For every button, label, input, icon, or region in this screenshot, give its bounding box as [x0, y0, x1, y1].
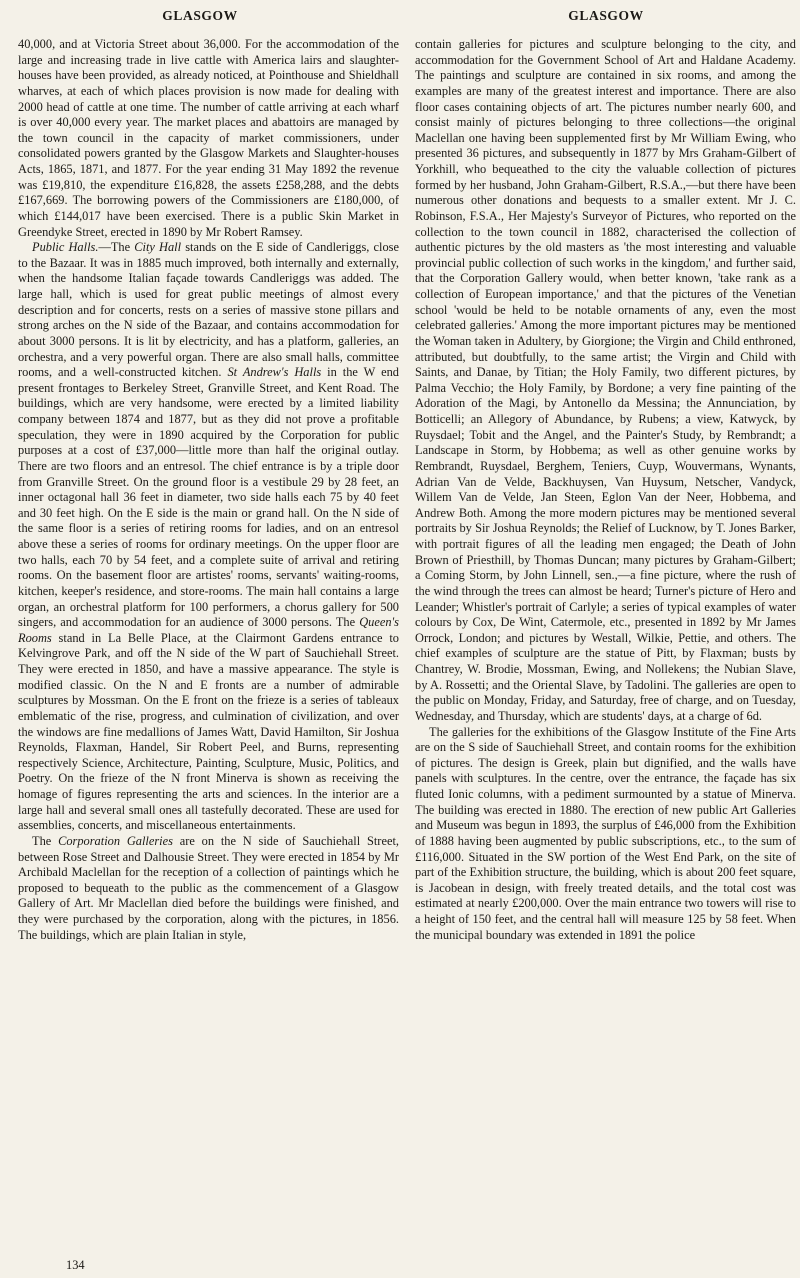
running-head-left: GLASGOW: [162, 8, 238, 23]
text-st-andrews-halls: in the W end present frontages to Berkeley Street, Granville Street, and Kent Road. The buildings, which are very handsome, were erected by a limited liability company between 1874 and 1877, but as they did not prove a profitable speculation, they were in 1890 acquired by the Corporation for public purposes at a cost of £37,000—little more than half the original outlay. There are two floors and an entresol. The chief entrance is by a triple door from Granville Street. On the ground floor is a vestibule 29 by 28 feet, an inner octagonal hall 36 feet in diameter, two side halls each 75 by 40 feet and 30 feet high. On the E side is the main or grand hall. On the N side of the same floor is a series of retiring rooms for ladies, and on an entresol above these a series of rooms for ordinary meetings. On the upper floor are two halls, each 70 by 54 feet, and a complete suite of arrival and retiring rooms. On the basement floor are artistes' rooms, servants' waiting-rooms, kitchen, keeper's residence, and store-rooms. The main hall contains a large organ, an orchestral platform for 100 performers, a chorus gallery for 500 singers, and accommodation for an audience of 3000 persons. The: [18, 365, 399, 630]
text-queens-rooms: stand in La Belle Place, at the Clairmont Gardens entrance to Kelvingrove Park, and off the N side of the W part of Sauchiehall Street. They were erected in 1850, and have a massive appearance. The style is modified classic. On the N and E fronts are a number of admirable sculptures by Mossman. On the E front on the frieze is a series of tableaux emblematic of the rise, progress, and culmination of civilization, and over the windows are fine medallions of James Watt, David Hamilton, Sir Joshua Reynolds, Flaxman, Handel, Sir Robert Peel, and Burns, representing respectively Science, Architecture, Painting, Sculpture, Music, Politics, and Poetry. On the frieze of the N front Minerva is shown as receiving the homage of figures representing the arts and sciences. In the interior are a large hall and several small ones all tastefully decorated. These are used for assemblies, concerts, and miscellaneous entertainments.: [18, 630, 399, 833]
term-city-hall: City Hall: [134, 240, 182, 255]
term-corporation-galleries: Corporation Galleries: [58, 833, 173, 848]
text-lead: The: [32, 833, 59, 848]
running-head-right: GLASGOW: [568, 8, 644, 23]
paragraph-corporation-galleries: [18, 834, 399, 943]
term-st-andrews-halls: St Andrew's Halls: [227, 365, 322, 380]
paragraph-fine-arts-institute: The galleries for the exhibitions of the Glasgow Institute of the Fine Arts are on the S side of Sauchiehall Street, and contain rooms for the exhibition of pictures. The design is Greek, plain but dignified, and the walls have panels with sculptures. In the centre, over the entrance, the façade has six fluted Ionic columns, with a pediment surmounted by a statue of Minerva. The building was erected in 1880. The erection of new public Art Galleries and Museum was begun in 1893, the surplus of £46,000 from the Exhibition of 1888 having been augmented by public subscriptions, etc., to the sum of £116,000. Situated in the SW portion of the West End Park, on the site of part of the Exhibition structure, the building, which is about 200 feet square, is Jacobean in design, with freely treated details, and the total cost was estimated at nearly £200,000. Over the main entrance two towers will rise to a height of 150 feet, and the central hall will measure 125 by 58 feet. When the municipal boundary was extended in 1891 the police: [415, 724, 796, 942]
left-column: [18, 37, 399, 1259]
paragraph-markets-continued: 40,000, and at Victoria Street about 36,000. For the accommodation of the large and increasing trade in live cattle with America lairs and slaughter-houses have been provided, as already noticed, at Pointhouse and Shieldhall wharves, at each of which places provision is now made for dealing with 2000 head of cattle at one time. The number of cattle arriving at each wharf is over 40,000 every year. The market places and abattoirs are managed by the town council in the capacity of market commissioners, under consolidated powers granted by the Glasgow Markets and Slaughter-houses Acts, 1865, 1871, and 1877. For the year ending 31 May 1892 the revenue was £19,810, the expenditure £16,828, the assets £258,288, and the debts £167,669. The borrowing powers of the Commissioners are £180,000, of which £144,017 have been exercised. There is a public Skin Market in Greendyke Street, erected in 1890 by Mr Robert Ramsey.: [18, 37, 399, 239]
paragraph-galleries-continued: contain galleries for pictures and sculpture belonging to the city, and accommodation for the Government School of Art and Haldane Academy. The paintings and sculpture are contained in six rooms, and among the examples are many of the greatest interest and importance. There are also floor cases containing objects of art. The pictures number nearly 600, and consist mainly of pictures belonging to three collections—the original Maclellan one having been supplemented first by Mr William Ewing, who presented 36 pictures, and subsequently in 1877 by Mrs Graham-Gilbert of Yorkhill, who bequeathed to the city the valuable collection of pictures formed by her husband, John Graham-Gilbert, R.S.A.,—but there have been numerous other donations and bequests to a smaller extent. Mr J. C. Robinson, F.S.A., Her Majesty's Surveyor of Pictures, who reported on the collection to the town council in 1882, characterised the collection of authentic pictures by the old masters as 'the most interesting and valuable provincial public collection of such works in the kingdom,' and further said, that the Corporation Gallery would, when better known, 'take rank as a collection of European importance,' and that the pictures of the Venetian school 'would be held to be notable ornaments of any, even the most celebrated galleries.' Among the more important pictures may be mentioned the Woman taken in Adultery, by Giorgione; the Virgin and Child enthroned, attributed, but doubtfully, to the same artist; the Virgin and Child with Saints, and Danae, by Titian; the Holy Family, two different pictures, by Palma Vecchio; the Holy Family, by Bordone; a very fine painting of the Adoration of the Magi, by Antonello da Messina; the Annunciation, by Botticelli; an Allegory of Abundance, by Rubens; a view, Katwyck, by Ruysdael; Tobit and the Angel, and the Painter's Study, by Rembrandt; a Landscape in Storm, by Hobbema; as well as other genuine works by Rembrandt, Ruysdael, Berghem, Teniers, Cuyp, Wouvermans, Wynants, Adrian Van de Velde, Backhuysen, Van Huysum, Netscher, Vandyck, Willem Van de Velde, Jan Steen, Eglon Van der Neer, Hobbema, and Andrew Both. Among the more modern pictures may be mentioned several portraits by Sir Joshua Reynolds; the Relief of Lucknow, by T. Jones Barker, with portrait figures of all the leading men engaged; the Death of John Brown of Priesthill, by Thomas Duncan; many pictures by Graham-Gilbert; a Coming Storm, by John Linnell, sen.,—a fine picture, where the rush of the wind through the trees can almost be heard; Turner's picture of Hero and Leander; Whistler's portrait of Carlyle; a series of typical examples of water colours by Cox, De Wint, Catermole, etc., presented in 1892 by Mr James Orrock, London; and pictures by Westall, Wilkie, Pettie, and others. The chief examples of sculpture are the statue of Pitt, by Flaxman; busts by Chantrey, W. Brodie, Mossman, Ewing, and Nollekens; the Nubian Slave, by A. Rossetti; and the Oriental Slave, by Tadolini. The galleries are open to the public on Monday, Friday, and Saturday, free of charge, and on Tuesday, Wednesday, and Thursday, which are students' days, at a charge of 6d.: [415, 37, 796, 723]
page-number: 134: [66, 1258, 85, 1272]
paragraph-public-halls: [18, 240, 399, 834]
section-heading-public-halls: Public Halls.: [32, 240, 99, 255]
heading-dash: —The: [98, 240, 135, 255]
term-queens-rooms: Queen's Rooms: [18, 615, 399, 645]
text-city-hall: stands on the E side of Candleriggs, close to the Bazaar. It was in 1885 much improved, both internally and externally, when the handsome Italian façade towards Candleriggs was added. The large hall, which is used for great public meetings of almost every description and for concerts, rests on a series of massive stone pillars and strong arches on the N side of the Bazaar, and contains accommodation for about 3000 persons. It is lit by electricity, and has a platform, galleries, an orchestra, and a very powerful organ. There are also small halls, committee rooms, and a well-constructed kitchen.: [18, 240, 399, 380]
text-corporation-galleries: are on the N side of Sauchiehall Street, between Rose Street and Dalhousie Street. They were erected in 1854 by Mr Archibald Maclellan for the reception of a collection of paintings which he proposed to bequeath to the public as the commencement of a Glasgow Gallery of Art. Mr Maclellan died before the buildings were finished, and they were purchased by the corporation, along with the pictures, in 1856. The buildings, which are plain Italian in style,: [18, 833, 399, 942]
right-column: [415, 37, 796, 1259]
